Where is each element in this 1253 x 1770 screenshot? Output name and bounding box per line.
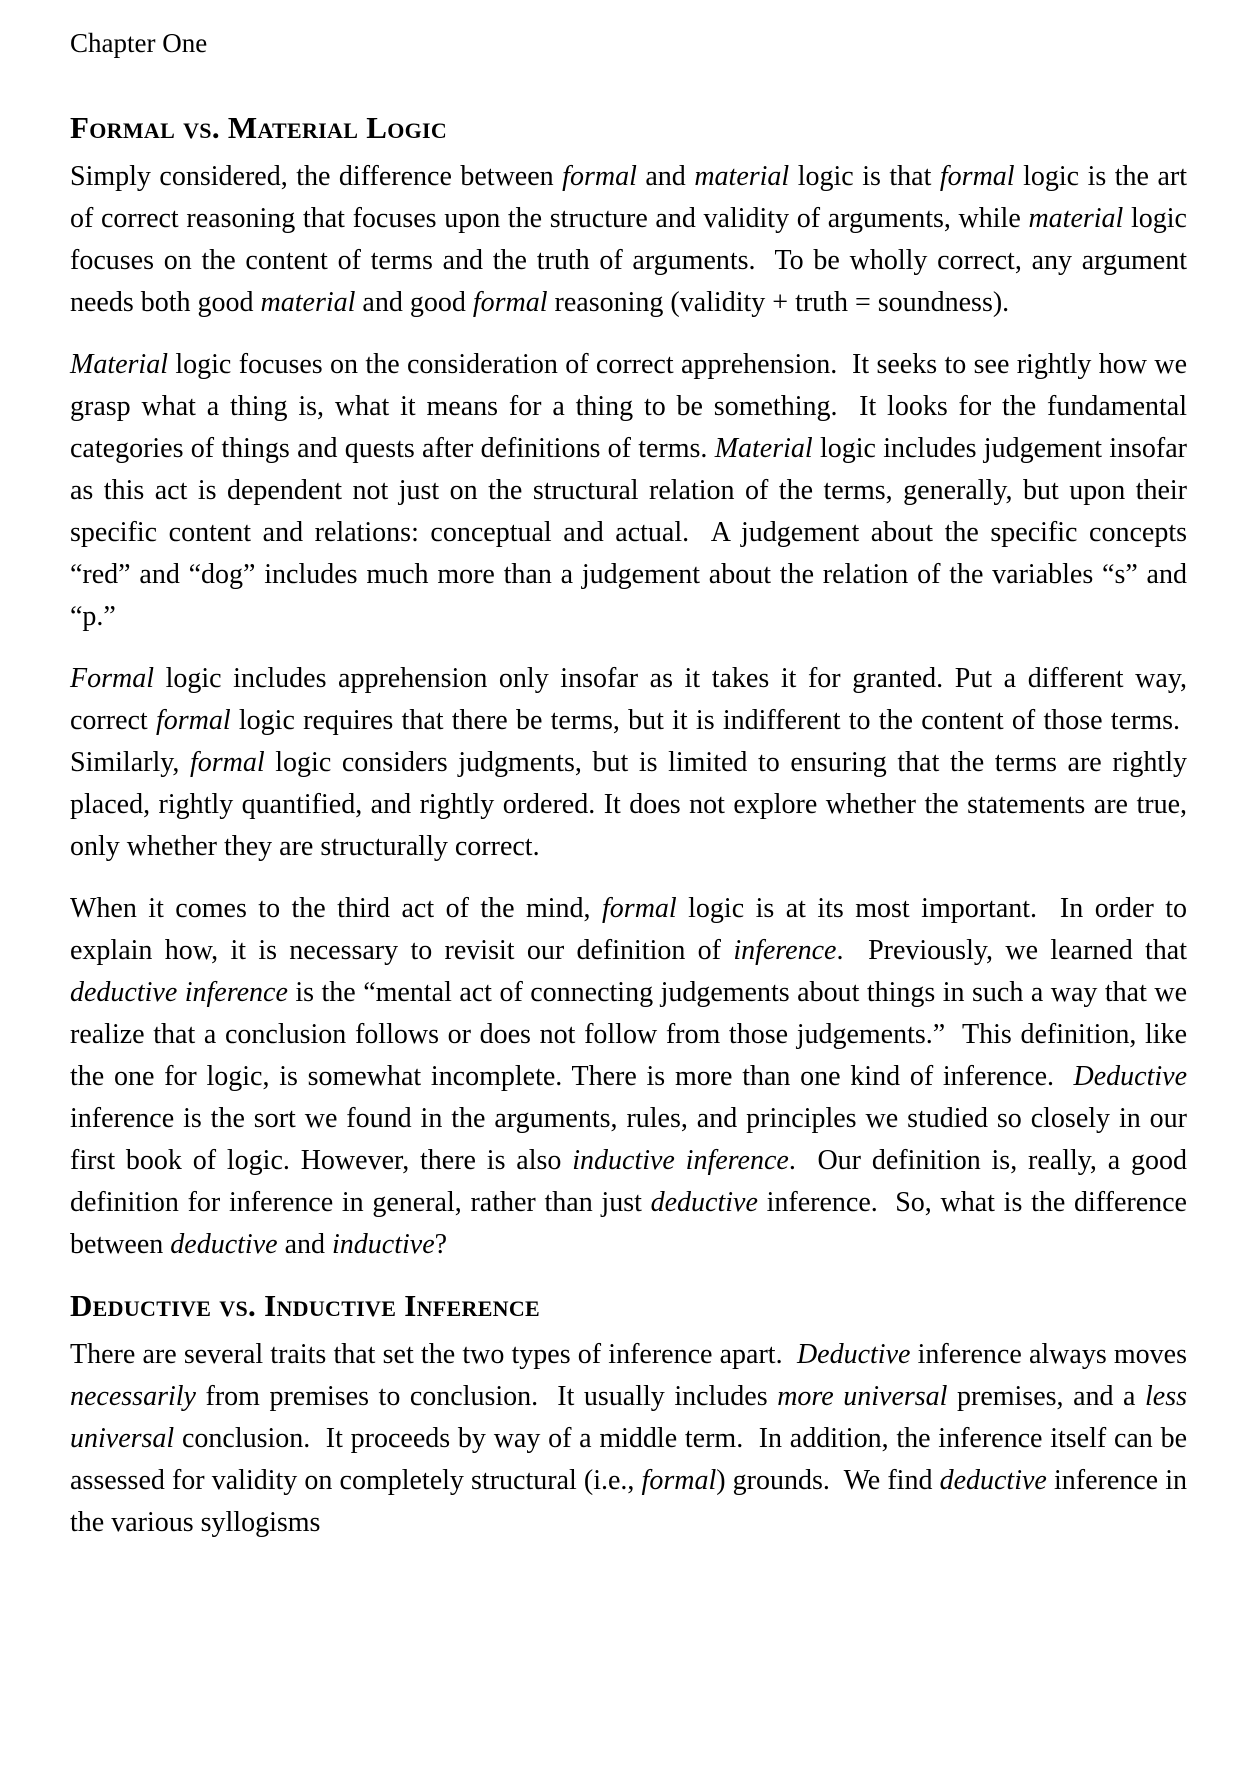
section-formal-vs-material-logic [70,108,1187,1266]
section-heading-deductive-vs-inductive: Deductive vs. Inductive Inference [70,1288,541,1323]
paragraph-formal-material-overview: Simply considered, the difference between formal and material logic is that formal logic is the art of correct reasoning that focuses upon the structure and validity of arguments, while material logic focuses on the content of terms and the truth of arguments. To be wholly correct, any argument needs both good material and good formal reasoning (validity + truth = soundness). [70,161,1188,318]
paragraph-deductive-traits: There are several traits that set the two types of inference apart. Deductive inference always moves necessarily from premises to conclusion. It usually includes more universal premises, and a less universal conclusion. It proceeds by way of a middle term. In addition, the inference itself can be assessed for validity on completely structural (i.e., formal) grounds. We find deductive inference in the various syllogisms [70,1339,1188,1538]
paragraph-third-act-inference: When it comes to the third act of the mind, formal logic is at its most important. In order to explain how, it is necessary to revisit our definition of inference. Previously, we learned that deductive inference is the “mental act of connecting judgements about things in such a way that we realize that a conclusion follows or does not follow from those judgements.” This definition, like the one for logic, is somewhat incomplete. There is more than one kind of inference. Deductive inference is the sort we found in the arguments, rules, and principles we studied so closely in our first book of logic. However, there is also inductive inference. Our definition is, really, a good definition for inference in general, rather than just deductive inference. So, what is the difference between deductive and inductive? [70,893,1188,1260]
paragraph-material-logic-apprehension: Material logic focuses on the consideration of correct apprehension. It seeks to see rightly how we grasp what a thing is, what it means for a thing to be something. It looks for the fundamental categories of things and quests after definitions of terms. Material logic includes judgement insofar as this act is dependent not just on the structural relation of the terms, generally, but upon their specific content and relations: conceptual and actual. A judgement about the specific concepts “red” and “dog” includes much more than a judgement about the relation of the variables “s” and “p.” [70,349,1187,632]
section-heading-formal-vs-material: Formal vs. Material Logic [70,110,448,145]
paragraph-formal-logic-apprehension: Formal logic includes apprehension only insofar as it takes it for granted. Put a different way, correct formal logic requires that there be terms, but it is indifferent to the content of those terms. Similarly, formal logic considers judgments, but is limited to ensuring that the terms are rightly placed, rightly quantified, and rightly ordered. It does not explore whether the statements are true, only whether they are structurally correct. [70,663,1187,862]
section-deductive-vs-inductive-inference [70,1286,1187,1544]
chapter-header: Chapter One [70,28,208,58]
